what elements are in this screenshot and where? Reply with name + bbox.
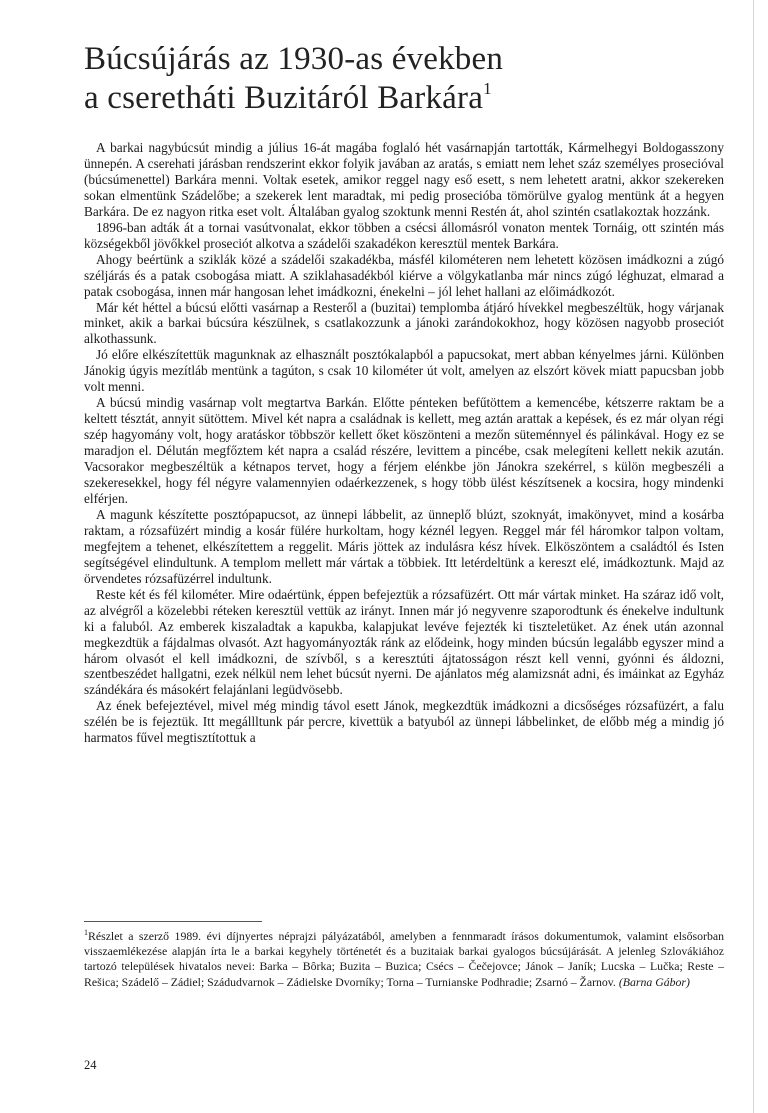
paragraph-5: Jó előre elkészítettük magunknak az elhasznált posztókalapból a papucsokat, mert abban kényelmes járni. Különben Jánokig úgyis mezítláb mentünk a tagúton, s csak 10 kilométer út volt, amelyen az elszórt kövek miatt papucsban jobb volt menni. (84, 347, 724, 395)
footnote-marker: 1 (84, 928, 88, 937)
article-title (84, 40, 724, 118)
paragraph-6: A búcsú mindig vasárnap volt megtartva Barkán. Előtte pénteken befűtöttem a kemencébe, kétszerre raktam be a keltett tésztát, annyit sütöttem. Mivel két napra a családnak is kellett, meg aztán arattak a kepések, és ez már olyan régi szép hagyomány volt, hogy aratáskor többször kellett őket köszönteni a mezőn süteménnyel és pálinkával. Hogy ez se maradjon el. Délután megfőztem két napra a család részére, levittem a pincébe, csak melegíteni kellett nekik azután. Vacsorakor megbeszéltük a kétnapos tervet, hogy a férjem elénkbe jön Jánokra szekérrel, s külön megbeszéli a szekeresekkel, hogy fél négyre valamennyien odaérkezzenek, s hogy több ülést készítsenek a kocsira, hogy mindenki elférjen. (84, 395, 724, 506)
title-footnote-marker: 1 (483, 79, 492, 98)
title-line-1: Búcsújárás az 1930-as években (84, 41, 504, 77)
footnote (84, 929, 724, 990)
footnote-author: (Barna Gábor) (618, 974, 690, 989)
page-content (84, 40, 724, 746)
paragraph-8: Reste két és fél kilométer. Mire odaértünk, éppen befejeztük a rózsafüzért. Ott már vártak minket. Ha száraz idő volt, az alvégről a közelebbi réteken keresztül vettük az irányt. Innen már jó negyvenre szaporodtunk és énekelve indultunk ki a faluból. Az emberek kiszaladtak a kapukba, kalapjukat levéve fejezték ki tiszteletüket. Az ének után azonnal megkezdtük a fájdalmas olvasót. Azt hagyományozták ránk az elődeink, hogy minden búcsún legalább egyszer mind a három olvasót el kell imádkozni, de szívből, s a keresztúti ájtatosságon részt kell venni, gyónni és áldozni, szentbeszédet hallgatni, ezek nélkül nem lehet búcsút nyerni. De ajánlatos még alamizsnát adni, és imáinkat az Egyház szándékára és másokért felajánlani legüdvösebb. (84, 586, 724, 698)
article-body (84, 140, 724, 746)
paragraph-9: Az ének befejeztével, mivel még mindig távol esett Jánok, megkezdtük imádkozni a dicsőséges rózsafüzért, a falu szélén be is fejeztük. Itt megállltunk pár percre, kivettük a batyuból az ünnepi lábbelinket, de előbb még a mindig jó harmatos fűvel megtisztítottuk a (84, 698, 724, 746)
page-number: 24 (84, 1058, 97, 1072)
footnote-text: Részlet a szerző 1989. évi díjnyertes néprajzi pályázatából, amelyben a fennmaradt írásos dokumentumok, valamint elsősorban visszaemlékezése alapján írta le a barkai kegyhely történetét és a buzitaiak barkai gyalogos búcsújárását. A jelenleg Szlovákiához tartozó települések hivatalos nevei: Barka – Bôrka; Buzita – Buzica; Csécs – Čečejovce; Jánok – Janík; Lucska – Lučka; Reste – Rešica; Szádelő – Zádiel; Szádudvarnok – Zádielske Dvorníky; Torna – Turnianske Podhradie; Zsarnó – Žarnov. (84, 929, 724, 989)
paragraph-4: Már két héttel a búcsú előtti vasárnap a Resteről a (buzitai) templomba átjáró hívekkel megbeszéltük, hogy várjanak minket, akik a barkai búcsúra készülnek, s csatlakozzunk a jánoki zarándokokhoz, hogy közösen nagyobb proseciót alkothassunk. (84, 299, 724, 347)
paragraph-2: 1896-ban adták át a tornai vasútvonalat, ekkor többen a csécsi állomásról vonaton mentek Tornáig, ott szintén más községekből jövőkkel proseciót alkotva a szádelői szakadékon keresztül mentek Barkára. (84, 219, 724, 251)
page-edge (753, 0, 754, 1113)
paragraph-7: A magunk készítette posztópapucsot, az ünnepi lábbelit, az ünneplő blúzt, szoknyát, imakönyvet, mind a kosárba raktam, a rózsafüzért mindig a kosár fülére hurkoltam, hogy kéznél legyen. Reggel már fél háromkor talpon voltam, megfejtem a tehenet, elkészítettem a reggelit. Máris jöttek az indulásra kész hívek. Elköszöntem a családtól és Isten segítségével elindultunk. A templom mellett már vártak a többiek. Itt letérdeltünk a kereszt elé, imádkoztunk. Majd az örvendetes rózsafüzérrel indultunk. (84, 506, 724, 586)
footnote-separator (84, 921, 262, 922)
title-line-2: a cseretháti Buzitáról Barkára (84, 80, 484, 116)
paragraph-1: A barkai nagybúcsút mindig a július 16-át magába foglaló hét vasárnapján tartották, Kármelhegyi Boldogasszony ünnepén. A cserehati járásban rendszerint ekkor folyik javában az aratás, s emiatt nem lehet száz személyes prosecióval (búcsúmenettel) Barkára menni. Voltak esetek, amikor reggel nagy eső esett, s nem lehetett aratni, akkor szekereken sokan elmentünk Szádelőbe; a szekerek lent maradtak, mi pedig prosecióba tömörülve gyalog mentünk át a hegyen Barkára. De ez nagyon ritka eset volt. Általában gyalog szoktunk menni Restén át, ahol szintén csatlakoztak hozzánk. (84, 140, 724, 219)
paragraph-3: Ahogy beértünk a sziklák közé a szádelői szakadékba, másfél kilométeren nem lehetett közösen imádkozni a zúgó széljárás és a patak csobogása miatt. A sziklahasadékból kiérve a völgykatlanba már nincs zúgó léghuzat, elmarad a patak csobogása, innen már hangosan lehet imádkozni, énekelni – jól lehet hallani az előimádkozót. (84, 251, 724, 299)
